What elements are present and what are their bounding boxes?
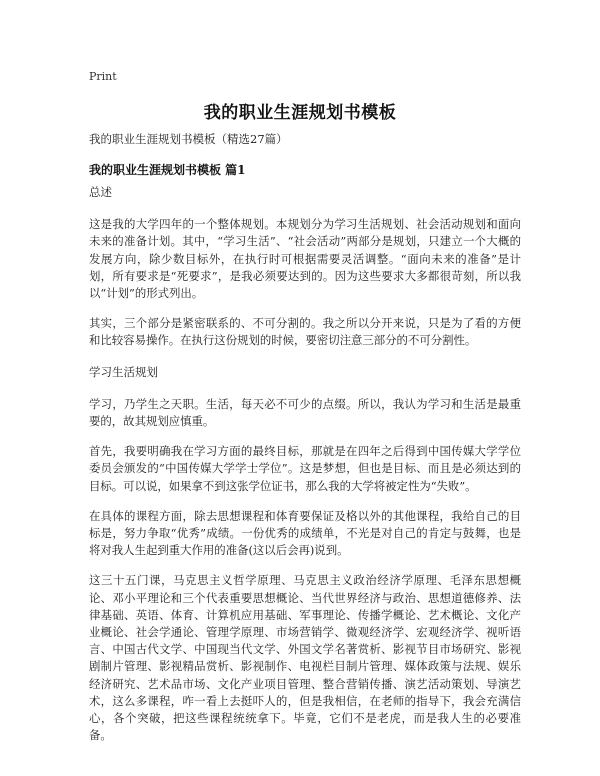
paragraph: 首先，我要明确我在学习方面的最终目标，那就是在四年之后得到中国传媒大学学位委员会颁发的“中国传媒大学学士学位”。这是梦想，但也是目标、而且是必须达到的目标。可以说，如果拿不到这张学位证书，那么我的大学将被定性为“失败”。 [89, 444, 521, 493]
paragraph: 在具体的课程方面，除去思想课程和体育要保证及格以外的其他课程，我给自己的目标是，努力争取“优秀”成绩。一份优秀的成绩单，不光是对自己的肯定与鼓舞，也是将对我人生起到重大作用的准备(这以后会再)说到。 [89, 508, 521, 558]
subsection-label-overview: 总述 [89, 185, 112, 199]
subsection-label-study: 学习生活规划 [89, 364, 158, 379]
document-body [89, 184, 521, 744]
paragraph: 这三十五门课，马克思主义哲学原理、马克思主义政治经济学原理、毛泽东思想概论、邓小平理论和三个代表重要思想概论、当代世界经济与政治、思想道德修养、法律基础、英语、体育、计算机应用基础、军事理论、传播学概论、艺术概论、文化产业概论、社会学通论、管理学原理、市场营销学、微观经济学、宏观经济学、视听语言、中国古代文学、中国现当代文学、外国文学名著赏析、影视节目市场研究、影视剧制片管理、影视精品赏析、影视制作、电视栏目制片管理、媒体政策与法规、娱乐经济研究、艺术品市场、文化产业项目管理、整合营销传播、演艺活动策划、导演艺术，这么多课程，咋一看上去挺吓人的，但是我相信，在老师的指导下，我会充满信心，各个突破，把这些课程统统拿下。毕竟，它们不是老虎，而是我人生的必要准备。 [89, 573, 521, 743]
document-title: 我的职业生涯规划书模板 [203, 103, 397, 123]
document-subtitle: 我的职业生涯规划书模板（精选27篇） [89, 132, 288, 146]
paragraph: 这是我的大学四年的一个整体规划。本规划分为学习生活规划、社会活动规划和面向未来的准备计划。其中，“学习生活”、“社会活动”两部分是规划，只建立一个大概的发展方向，除少数目标外，在执行时可根据需要灵活调整。“面向未来的准备”是计划，所有要求是“死要求”，是我必须要达到的。因为这些要求大多都很苛刻，所以我以“计划”的形式列出。 [89, 217, 521, 301]
paragraph: 学习，乃学生之天职。生活，每天必不可少的点缀。所以，我认为学习和生活是最重要的，故其规划应慎重。 [89, 396, 521, 429]
print-link[interactable]: Print [89, 70, 117, 83]
paragraph: 其实，三个部分是紧密联系的、不可分割的。我之所以分开来说，只是为了看的方便和比较容易操作。在执行这份规划的时候，要密切注意三部分的不可分割性。 [89, 316, 521, 348]
section-heading: 我的职业生涯规划书模板 篇1 [89, 163, 246, 177]
